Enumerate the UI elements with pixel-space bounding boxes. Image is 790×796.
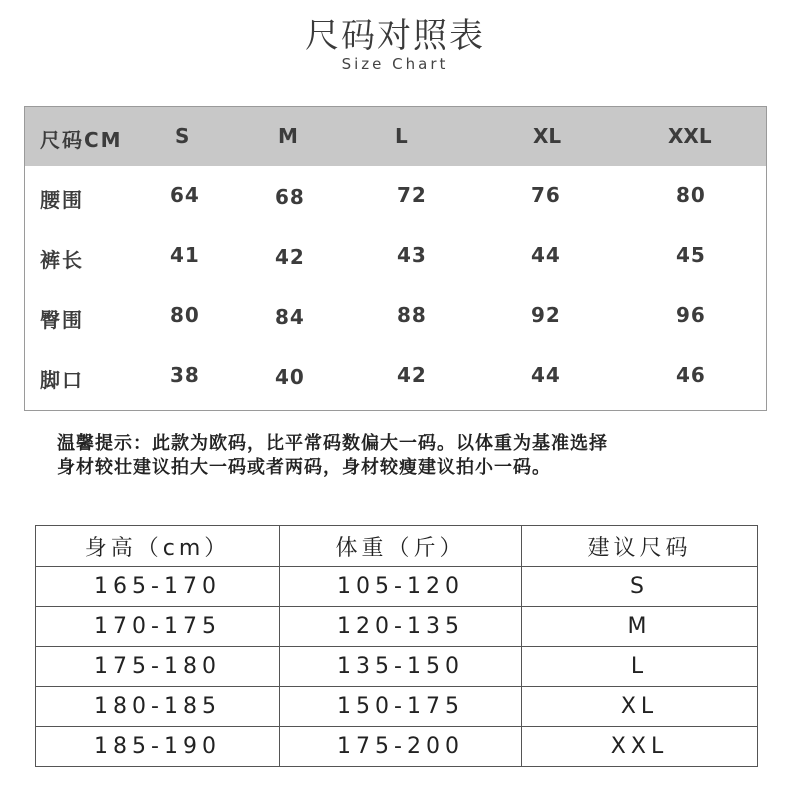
recommend-cell-size: S: [522, 567, 758, 607]
size-cell: 42: [275, 245, 305, 269]
recommend-cell-weight: 150-175: [280, 687, 522, 727]
recommend-cell-size: M: [522, 607, 758, 647]
size-row-label: 脚口: [40, 368, 84, 392]
size-header-l: L: [395, 124, 408, 148]
recommend-header-height: 身高（cm）: [36, 526, 280, 567]
size-row-label: 裤长: [40, 248, 84, 272]
recommend-cell-size: XL: [522, 687, 758, 727]
size-row-label: 臀围: [40, 308, 84, 332]
size-cell: 41: [170, 243, 200, 267]
recommend-cell-weight: 135-150: [280, 647, 522, 687]
size-cell: 64: [170, 183, 200, 207]
size-cell: 44: [531, 363, 561, 387]
recommend-cell-weight: 175-200: [280, 727, 522, 767]
size-cell: 45: [676, 243, 706, 267]
size-cell: 42: [397, 363, 427, 387]
size-row-label: 腰围: [40, 188, 84, 212]
size-cell: 44: [531, 243, 561, 267]
size-header-m: M: [278, 124, 298, 148]
size-cell: 80: [170, 303, 200, 327]
table-row: [36, 647, 758, 687]
table-row: [36, 607, 758, 647]
size-cell: 80: [676, 183, 706, 207]
size-cell: 92: [531, 303, 561, 327]
size-header-xl: XL: [533, 124, 562, 148]
size-cell: 84: [275, 305, 305, 329]
recommend-header-weight: 体重（斤）: [280, 526, 522, 567]
size-cell: 88: [397, 303, 427, 327]
recommend-cell-size: L: [522, 647, 758, 687]
size-cell: 43: [397, 243, 427, 267]
size-header-s: S: [175, 124, 190, 148]
recommend-cell-height: 185-190: [36, 727, 280, 767]
table-row: [36, 567, 758, 607]
recommend-header-size: 建议尺码: [522, 526, 758, 567]
size-table-corner-label: 尺码CM: [40, 128, 123, 152]
recommend-cell-height: 165-170: [36, 567, 280, 607]
size-cell: 38: [170, 363, 200, 387]
size-cell: 76: [531, 183, 561, 207]
size-header-xxl: XXL: [668, 124, 712, 148]
recommend-cell-size: XXL: [522, 727, 758, 767]
size-note-line-1: 温馨提示：此款为欧码，比平常码数偏大一码。以体重为基准选择: [57, 433, 608, 454]
page-subtitle: Size Chart: [341, 55, 449, 73]
size-cell: 40: [275, 365, 305, 389]
recommend-cell-height: 180-185: [36, 687, 280, 727]
size-note-line-2: 身材较壮建议拍大一码或者两码，身材较瘦建议拍小一码。: [57, 457, 551, 478]
recommend-cell-height: 175-180: [36, 647, 280, 687]
recommend-cell-weight: 105-120: [280, 567, 522, 607]
page-title: 尺码对照表: [305, 16, 485, 56]
size-table: [24, 106, 767, 411]
size-note: [57, 432, 767, 480]
size-cell: 72: [397, 183, 427, 207]
table-row: [36, 727, 758, 767]
size-cell: 96: [676, 303, 706, 327]
recommend-cell-weight: 120-135: [280, 607, 522, 647]
size-cell: 68: [275, 185, 305, 209]
recommend-table-header-row: [36, 526, 758, 567]
recommend-table: [35, 525, 758, 767]
recommend-cell-height: 170-175: [36, 607, 280, 647]
table-row: [36, 687, 758, 727]
size-cell: 46: [676, 363, 706, 387]
